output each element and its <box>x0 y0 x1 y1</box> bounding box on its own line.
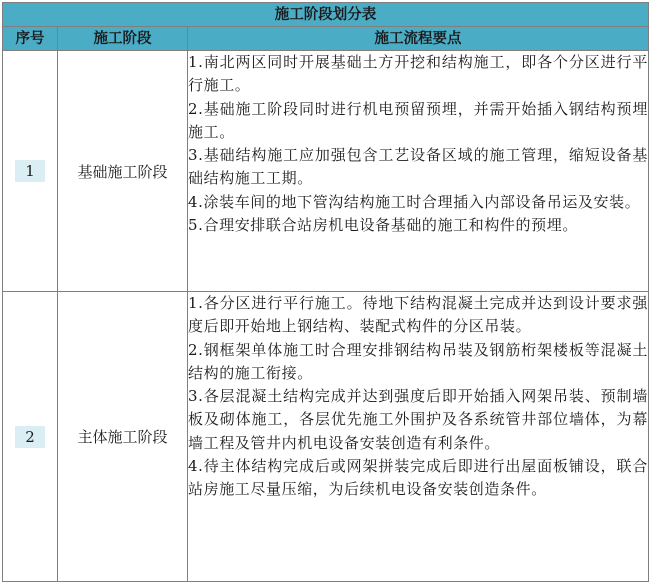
process-points <box>188 51 649 292</box>
process-point: 4.涂装车间的地下管沟结构施工时合理插入内部设备吊运及安装。 <box>188 192 641 211</box>
phase-name: 基础施工阶段 <box>58 51 188 292</box>
process-point: 2.钢框架单体施工时合理安排钢结构吊装及钢筋桁架楼板等混凝土结构的施工衔接。 <box>188 340 649 382</box>
title-row <box>3 3 649 27</box>
process-point: 3.基础结构施工应加强包含工艺设备区域的施工管理，缩短设备基础结构施工工期。 <box>188 146 649 188</box>
process-point: 5.合理安排联合站房机电设备基础的施工和构件的预埋。 <box>188 216 578 235</box>
table-row <box>3 292 649 582</box>
process-point: 1.南北两区同时开展基础土方开挖和结构施工，即各个分区进行平行施工。 <box>188 53 649 95</box>
phase-name: 主体施工阶段 <box>58 292 188 582</box>
header-points: 施工流程要点 <box>188 27 649 51</box>
header-phase: 施工阶段 <box>58 27 188 51</box>
process-point: 2.基础施工阶段同时进行机电预留预埋，并需开始插入钢结构预埋施工。 <box>188 99 649 141</box>
row-number: 2 <box>15 426 45 448</box>
process-point: 3.各层混凝土结构完成并达到强度后即开始插入网架吊装、预制墙板及砌体施工，各层优先施工外围护及各系统管井部位墙体，为幕墙工程及管井内机电设备安装创造有利条件。 <box>188 387 649 452</box>
construction-phase-table <box>2 2 649 582</box>
process-points <box>188 292 649 582</box>
table-row <box>3 51 649 292</box>
header-num: 序号 <box>3 27 58 51</box>
header-row <box>3 27 649 51</box>
row-number-cell <box>3 292 58 582</box>
row-number: 1 <box>15 160 45 182</box>
row-number-cell <box>3 51 58 292</box>
process-point: 1.各分区进行平行施工。待地下结构混凝土完成并达到设计要求强度后即开始地上钢结构、装配式构件的分区吊装。 <box>188 294 649 336</box>
table-title: 施工阶段划分表 <box>3 3 649 27</box>
process-point: 4.待主体结构完成后或网架拼装完成后即进行出屋面板铺设，联合站房施工尽量压缩，为后续机电设备安装创造条件。 <box>188 457 649 499</box>
